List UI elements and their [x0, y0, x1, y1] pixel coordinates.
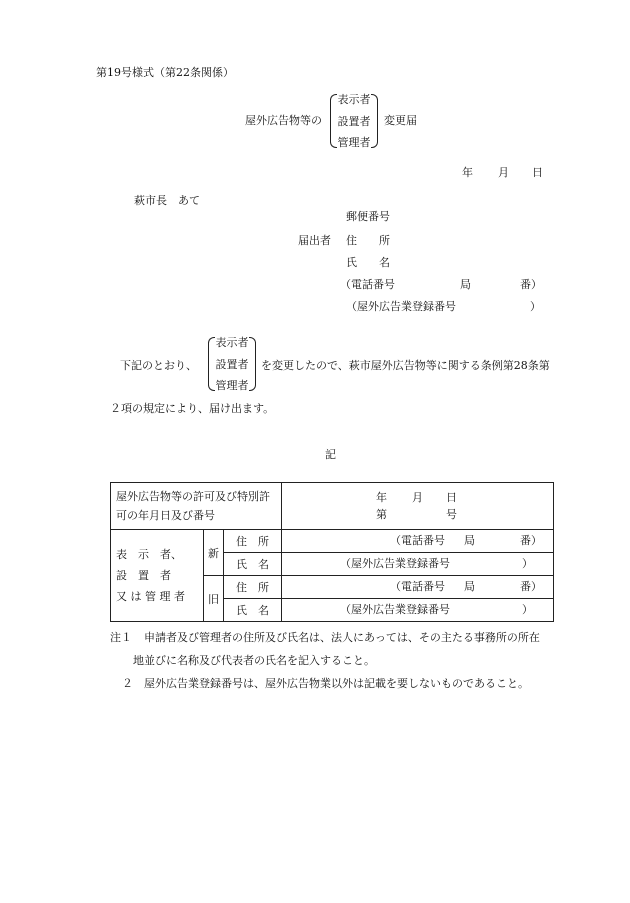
phone-open: （電話番号 — [340, 278, 395, 291]
ki-heading: 記 — [325, 448, 336, 461]
new-phone-open: （電話番号 — [390, 534, 446, 547]
party-label-2: 設 置 者 — [116, 569, 171, 582]
permit-month: 月 — [412, 491, 424, 504]
note1-line2: 地並びに名称及び代表者の氏名を記入すること。 — [133, 654, 375, 667]
addressee: 萩市長 あて — [134, 194, 200, 207]
date-day: 日 — [532, 166, 543, 179]
body-role-bracket — [208, 337, 256, 391]
body-option-manager: 管理者 — [215, 379, 249, 392]
new-address-label: 住 所 — [224, 530, 282, 553]
note1-line1: 申請者及び管理者の住所及び氏名は、法人にあっては、その主たる事務所の所在 — [144, 631, 540, 644]
permit-no-dai: 第 — [376, 508, 388, 521]
permit-label-cell — [111, 483, 282, 530]
note1-label: 注１ — [110, 631, 132, 644]
new-reg-close: ） — [522, 557, 534, 570]
new-name-label: 氏 名 — [224, 553, 282, 576]
title-option-installer: 設置者 — [337, 114, 371, 128]
body-line2: ２項の規定により、届け出ます。 — [110, 402, 275, 415]
registration-table — [110, 482, 554, 622]
title-prefix: 屋外広告物等の — [245, 114, 322, 127]
old-address-value — [282, 576, 554, 599]
permit-value-cell — [282, 483, 554, 530]
title-option-manager: 管理者 — [337, 136, 371, 149]
new-label: 新 — [204, 530, 224, 576]
body-option-displayer: 表示者 — [215, 336, 249, 349]
phone-kyoku: 局 — [460, 278, 471, 291]
party-label-cell — [111, 530, 204, 622]
body-pre: 下記のとおり、 — [120, 359, 197, 372]
registration-close: ） — [530, 300, 541, 313]
party-label-1: 表 示 者、 — [116, 548, 182, 561]
note2-line: 屋外広告業登録番号は、屋外広告物業以外は記載を要しないものであること。 — [144, 677, 529, 690]
permit-label-line1: 屋外広告物等の許可及び特別許 — [116, 490, 270, 503]
permit-label-line2: 可の年月日及び番号 — [116, 509, 215, 522]
new-phone-ban: 番） — [520, 534, 543, 547]
title-suffix: 変更届 — [384, 114, 417, 127]
new-reg-open: （屋外広告業登録番号 — [340, 557, 451, 570]
name-label: 氏 名 — [346, 256, 390, 269]
permit-day: 日 — [446, 491, 458, 504]
address-label: 住 所 — [346, 234, 390, 247]
title-option-displayer: 表示者 — [337, 93, 371, 106]
form-number: 第19号様式（第22条関係） — [96, 66, 234, 79]
old-phone-kyoku: 局 — [464, 580, 476, 593]
old-address-label: 住 所 — [224, 576, 282, 599]
new-address-value — [282, 530, 554, 553]
new-name-value — [282, 553, 554, 576]
registration-open: （屋外広告業登録番号 — [346, 300, 456, 313]
title-role-bracket — [330, 94, 378, 148]
date-year: 年 — [462, 166, 473, 179]
old-reg-open: （屋外広告業登録番号 — [340, 603, 451, 616]
permit-year: 年 — [376, 491, 388, 504]
old-label: 旧 — [204, 576, 224, 622]
party-label-3: 又 は 管 理 者 — [116, 590, 185, 603]
body-post: を変更したので、萩市屋外広告物等に関する条例第28条第 — [261, 359, 550, 372]
old-phone-ban: 番） — [520, 580, 543, 593]
notifier-label: 届出者 — [298, 234, 331, 247]
old-reg-close: ） — [522, 603, 534, 616]
note2-label: ２ — [122, 677, 133, 690]
phone-ban: 番） — [520, 278, 542, 291]
permit-no-go: 号 — [446, 508, 458, 521]
body-option-installer: 設置者 — [215, 357, 249, 371]
date-month: 月 — [498, 166, 509, 179]
postal-code-label: 郵便番号 — [346, 210, 390, 223]
old-name-value — [282, 599, 554, 622]
old-phone-open: （電話番号 — [390, 580, 446, 593]
new-phone-kyoku: 局 — [464, 534, 476, 547]
old-name-label: 氏 名 — [224, 599, 282, 622]
